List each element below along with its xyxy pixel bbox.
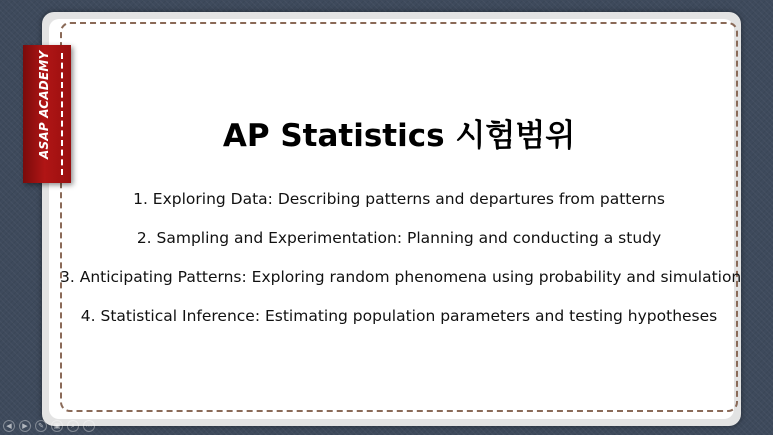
- pen-icon[interactable]: ✎: [35, 420, 47, 432]
- slide-title: AP Statistics 시험범위: [222, 118, 576, 154]
- zoom-icon[interactable]: ⌕: [67, 420, 79, 432]
- topic-item-sampling: 2. Sampling and Experimentation: Planning and conducting a study: [136, 229, 662, 247]
- more-icon[interactable]: ⋯: [83, 420, 95, 432]
- previous-icon[interactable]: ◀: [3, 420, 15, 432]
- topic-item-statistical-inference: 4. Statistical Inference: Estimating population parameters and testing hypotheses: [80, 307, 718, 325]
- next-icon[interactable]: ▶: [19, 420, 31, 432]
- topic-item-exploring-data: 1. Exploring Data: Describing patterns and departures from patterns: [133, 190, 665, 208]
- slideshow-controls: [3, 420, 95, 432]
- topic-list: [60, 186, 742, 342]
- slides-icon[interactable]: ▣: [51, 420, 63, 432]
- topic-item-anticipating-patterns: 3. Anticipating Patterns: Exploring random phenomena using probability and simulation: [60, 268, 742, 286]
- ribbon-label: ASAP ACADEMY: [37, 50, 51, 159]
